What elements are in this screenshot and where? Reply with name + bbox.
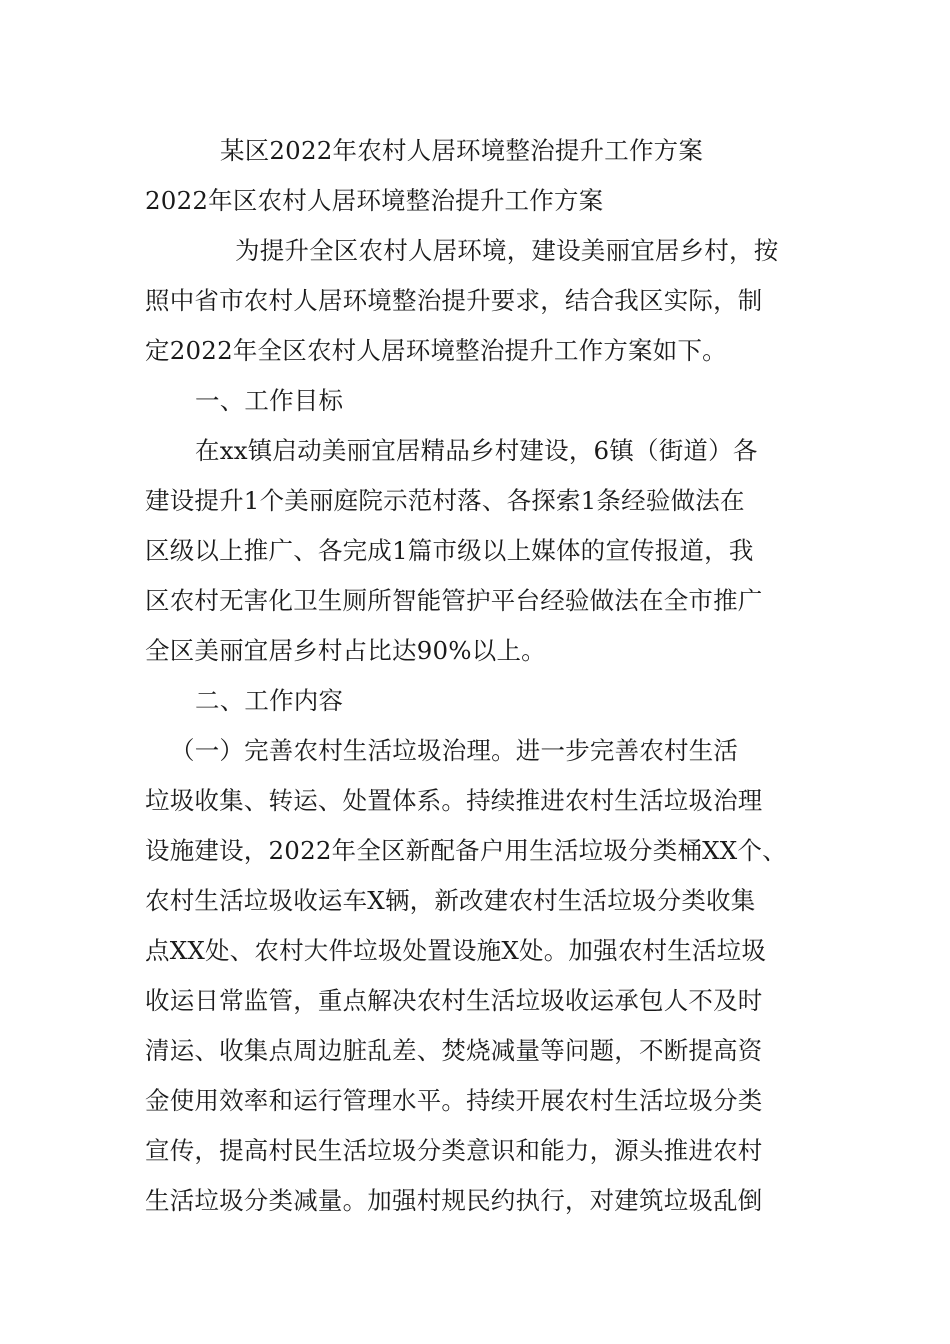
- section2-line-10: 生活垃圾分类减量。加强村规民约执行，对建筑垃圾乱倒: [145, 1186, 763, 1215]
- section2-line-3: 设施建设，2022年全区新配备户用生活垃圾分类桶XX个、: [145, 836, 787, 865]
- section1-line-1: 在xx镇启动美丽宜居精品乡村建设，6镇（街道）各: [195, 436, 758, 465]
- section2-line-4: 农村生活垃圾收运车X辆，新改建农村生活垃圾分类收集: [145, 886, 756, 915]
- section2-line-8: 金使用效率和运行管理水平。持续开展农村生活垃圾分类: [145, 1086, 763, 1115]
- section2-line-6: 收运日常监管，重点解决农村生活垃圾收运承包人不及时: [145, 986, 763, 1015]
- intro-line-2: 照中省市农村人居环境整治提升要求，结合我区实际，制: [145, 286, 763, 315]
- section1-heading: 一、工作目标: [195, 386, 344, 415]
- section1-line-5: 全区美丽宜居乡村占比达90%以上。: [145, 636, 546, 665]
- section1-line-2: 建设提升1个美丽庭院示范村落、各探索1条经验做法在: [145, 486, 745, 515]
- section2-line-9: 宣传，提高村民生活垃圾分类意识和能力，源头推进农村: [145, 1136, 763, 1165]
- section2-line-5: 点XX处、农村大件垃圾处置设施X处。加强农村生活垃圾: [145, 936, 767, 965]
- section1-line-3: 区级以上推广、各完成1篇市级以上媒体的宣传报道，我: [145, 536, 754, 565]
- document-title: 某区2022年农村人居环境整治提升工作方案: [220, 136, 704, 165]
- intro-line-3: 定2022年全区农村人居环境整治提升工作方案如下。: [145, 336, 727, 365]
- section2-line-7: 清运、收集点周边脏乱差、焚烧减量等问题，不断提高资: [145, 1036, 763, 1065]
- section2-line-1: （一）完善农村生活垃圾治理。进一步完善农村生活: [170, 736, 739, 765]
- intro-line-1: 为提升全区农村人居环境，建设美丽宜居乡村，按: [235, 236, 779, 265]
- document-subtitle: 2022年区农村人居环境整治提升工作方案: [145, 186, 604, 215]
- section1-line-4: 区农村无害化卫生厕所智能管护平台经验做法在全市推广: [145, 586, 763, 615]
- section2-line-2: 垃圾收集、转运、处置体系。持续推进农村生活垃圾治理: [145, 786, 763, 815]
- section2-heading: 二、工作内容: [195, 686, 344, 715]
